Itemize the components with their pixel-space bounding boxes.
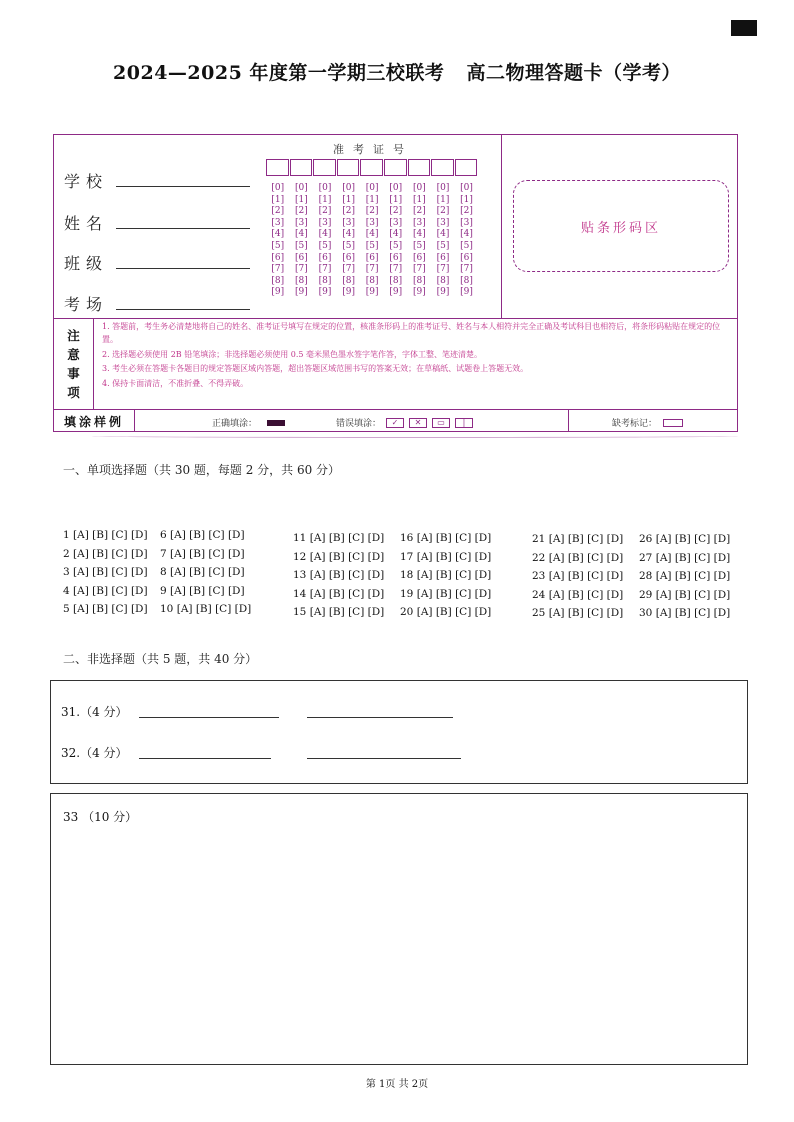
mc-question-number: 14 bbox=[293, 587, 307, 600]
digit-bubble[interactable]: [7] bbox=[460, 264, 473, 275]
digit-bubble[interactable]: [8] bbox=[412, 275, 426, 286]
bubble-row bbox=[266, 287, 478, 299]
mc-question[interactable] bbox=[400, 529, 491, 547]
notice-item: 1. 答题前，考生务必清楚地将自己的姓名、准考证号填写在规定的位置，核准条形码上的准考证号、姓名与本人相符并完全正确及考试科目也相符后，将条形码粘贴在规定的位置。 bbox=[102, 322, 721, 344]
mc-choices[interactable]: [A] [B] [C] [D] bbox=[309, 550, 385, 563]
exam-number-box[interactable] bbox=[384, 159, 407, 176]
bubble-row bbox=[266, 195, 478, 207]
mc-question-number: 9 bbox=[160, 584, 167, 597]
header-panel bbox=[53, 134, 738, 432]
mc-question-number: 28 bbox=[639, 570, 653, 582]
mc-question[interactable] bbox=[400, 548, 491, 566]
digit-bubble[interactable]: [5] bbox=[318, 240, 332, 251]
notice-heading-char: 事 bbox=[67, 366, 80, 381]
notice-heading-char: 项 bbox=[67, 385, 80, 400]
mc-choices[interactable]: [A] [B] [C] [D] bbox=[655, 551, 731, 564]
digit-bubble[interactable]: [5] bbox=[460, 240, 473, 251]
digit-bubble[interactable]: [4] bbox=[389, 229, 403, 240]
digit-bubble[interactable]: [3] bbox=[271, 217, 285, 228]
digit-bubble[interactable]: [6] bbox=[412, 252, 426, 263]
mc-question[interactable] bbox=[160, 526, 245, 544]
mc-question[interactable] bbox=[293, 585, 384, 603]
mc-choices[interactable]: [A] [B] [C] [D] bbox=[170, 547, 245, 560]
mc-question-number: 19 bbox=[400, 587, 414, 600]
digit-bubble[interactable]: [7] bbox=[295, 264, 308, 275]
digit-bubble[interactable]: [4] bbox=[295, 229, 308, 240]
mc-question-number: 2 bbox=[63, 547, 70, 560]
mc-question[interactable] bbox=[63, 600, 148, 618]
info-input-line[interactable] bbox=[116, 185, 250, 187]
digit-bubble[interactable]: [3] bbox=[318, 217, 332, 228]
absent-checkbox[interactable] bbox=[663, 419, 683, 427]
digit-bubble[interactable]: [7] bbox=[342, 264, 355, 275]
barcode-label: 贴条形码区 bbox=[580, 220, 661, 236]
mc-choices[interactable]: [A] [B] [C] [D] bbox=[655, 570, 731, 582]
mc-question-number: 26 bbox=[639, 533, 653, 545]
filled-mark-icon bbox=[267, 420, 285, 426]
mc-choices[interactable]: [A] [B] [C] [D] bbox=[548, 570, 624, 582]
digit-bubble[interactable]: [3] bbox=[436, 217, 450, 228]
mc-choices[interactable]: [A] [B] [C] [D] bbox=[309, 532, 385, 544]
notice-heading-char: 意 bbox=[67, 347, 80, 362]
notice-heading bbox=[54, 319, 94, 409]
bubble-row bbox=[266, 206, 478, 218]
sample-label: 填涂样例 bbox=[54, 410, 135, 432]
answer-box-31-32[interactable] bbox=[50, 680, 748, 784]
digit-bubble[interactable]: [0] bbox=[271, 183, 285, 193]
digit-bubble[interactable]: [9] bbox=[389, 287, 403, 298]
q31-blank-1[interactable] bbox=[139, 716, 279, 718]
mc-choices[interactable]: [A] [B] [C] [D] bbox=[548, 551, 624, 564]
digit-bubble[interactable]: [3] bbox=[460, 217, 473, 228]
mc-question[interactable] bbox=[160, 563, 245, 581]
divider bbox=[568, 410, 569, 432]
info-label: 班级 bbox=[64, 254, 109, 273]
digit-bubble[interactable]: [5] bbox=[412, 240, 426, 251]
digit-bubble[interactable]: [7] bbox=[365, 264, 379, 275]
mc-question[interactable] bbox=[639, 549, 730, 567]
info-input-line[interactable] bbox=[116, 227, 250, 229]
digit-bubble[interactable]: [9] bbox=[342, 287, 355, 298]
mc-question[interactable] bbox=[639, 530, 730, 548]
section1-heading: 一、单项选择题（共 30 题，每题 2 分，共 60 分） bbox=[63, 463, 341, 477]
digit-bubble[interactable]: [8] bbox=[436, 275, 450, 286]
mc-question-number: 5 bbox=[63, 603, 70, 615]
digit-bubble[interactable]: [6] bbox=[365, 252, 379, 263]
mc-question-number: 20 bbox=[400, 606, 414, 618]
exam-number-bubbles bbox=[266, 183, 478, 299]
mc-question[interactable] bbox=[293, 566, 384, 584]
mc-question-number: 12 bbox=[293, 550, 307, 563]
mc-question-number: 3 bbox=[63, 566, 70, 578]
exam-number-box[interactable] bbox=[431, 159, 454, 176]
bubble-row bbox=[266, 229, 478, 241]
mc-question-number: 22 bbox=[532, 551, 546, 564]
mc-question[interactable] bbox=[532, 549, 623, 567]
mc-question-number: 21 bbox=[532, 533, 546, 545]
mc-question-number: 27 bbox=[639, 551, 653, 564]
wrong-mark-icon: | bbox=[455, 418, 473, 428]
exam-number-box[interactable] bbox=[266, 159, 289, 176]
mc-choices[interactable]: [A] [B] [C] [D] bbox=[548, 607, 624, 619]
digit-bubble[interactable]: [8] bbox=[365, 275, 379, 286]
wrong-mark-icon: ✓ bbox=[386, 418, 404, 428]
digit-bubble[interactable]: [5] bbox=[271, 240, 285, 251]
exam-number-box[interactable] bbox=[408, 159, 431, 176]
digit-bubble[interactable]: [9] bbox=[365, 287, 379, 298]
mc-question[interactable] bbox=[400, 585, 491, 603]
digit-bubble[interactable]: [2] bbox=[460, 206, 473, 217]
digit-bubble[interactable]: [7] bbox=[271, 264, 285, 275]
exam-number-box[interactable] bbox=[360, 159, 383, 176]
mc-choices[interactable]: [A] [B] [C] [D] bbox=[655, 533, 731, 545]
digit-bubble[interactable]: [6] bbox=[295, 252, 308, 263]
barcode-area bbox=[513, 180, 729, 272]
mc-question-number: 4 bbox=[63, 584, 70, 597]
mc-question[interactable] bbox=[293, 529, 384, 547]
digit-bubble[interactable]: [4] bbox=[342, 229, 355, 240]
digit-bubble[interactable]: [7] bbox=[412, 264, 426, 275]
bubble-row bbox=[266, 253, 478, 265]
digit-bubble[interactable]: [9] bbox=[318, 287, 332, 298]
divider bbox=[54, 318, 737, 319]
wrong-mark-icon: ✕ bbox=[409, 418, 427, 428]
digit-bubble[interactable]: [1] bbox=[365, 194, 379, 205]
digit-bubble[interactable]: [1] bbox=[412, 194, 426, 205]
mc-question[interactable] bbox=[63, 582, 148, 600]
mc-choices[interactable]: [A] [B] [C] [D] bbox=[73, 566, 148, 578]
q32-blank-2[interactable] bbox=[307, 757, 461, 759]
mc-question[interactable] bbox=[160, 545, 245, 563]
mc-choices[interactable]: [A] [B] [C] [D] bbox=[170, 584, 245, 597]
mc-question-number: 7 bbox=[160, 547, 167, 560]
digit-bubble[interactable]: [3] bbox=[389, 217, 403, 228]
notice-item: 4. 保持卡面清洁，不准折叠、不得弄破。 bbox=[102, 379, 249, 389]
wrong-mark-icon: ▭ bbox=[432, 418, 450, 428]
digit-bubble[interactable]: [6] bbox=[436, 252, 450, 263]
mc-question-number: 24 bbox=[532, 588, 546, 601]
question-31-label: 31.（4 分） bbox=[61, 705, 128, 719]
digit-bubble[interactable]: [2] bbox=[342, 206, 355, 217]
divider bbox=[54, 409, 737, 410]
mc-question[interactable] bbox=[532, 604, 623, 622]
digit-bubble[interactable]: [0] bbox=[342, 183, 355, 193]
notice-list bbox=[102, 321, 732, 393]
digit-bubble[interactable]: [1] bbox=[271, 194, 285, 205]
divider bbox=[501, 135, 502, 318]
mc-choices[interactable]: [A] [B] [C] [D] bbox=[548, 533, 624, 545]
mc-question[interactable] bbox=[63, 563, 148, 581]
question-33-label: 33 （10 分） bbox=[63, 810, 138, 824]
notice-item: 3. 考生必须在答题卡各题目的规定答题区域内答题，超出答题区域范围书写的答案无效；在草稿纸、试题卷上答题无效。 bbox=[102, 364, 529, 374]
mc-question[interactable] bbox=[639, 586, 730, 604]
digit-bubble[interactable]: [4] bbox=[318, 229, 332, 240]
digit-bubble[interactable]: [3] bbox=[412, 217, 426, 228]
digit-bubble[interactable]: [2] bbox=[389, 206, 403, 217]
digit-bubble[interactable]: [6] bbox=[460, 252, 473, 263]
digit-bubble[interactable]: [9] bbox=[295, 287, 308, 298]
decorative-curve bbox=[92, 434, 738, 438]
mc-question[interactable] bbox=[639, 567, 730, 585]
info-input-line[interactable] bbox=[116, 267, 250, 269]
mc-choices[interactable]: [A] [B] [C] [D] bbox=[170, 529, 245, 541]
mc-choices[interactable]: [A] [B] [C] [D] bbox=[309, 569, 385, 581]
exam-number-box[interactable] bbox=[313, 159, 336, 176]
mc-choices[interactable]: [A] [B] [C] [D] bbox=[73, 584, 148, 597]
mc-question-number: 13 bbox=[293, 569, 307, 581]
digit-bubble[interactable]: [8] bbox=[342, 275, 355, 286]
mc-question[interactable] bbox=[400, 566, 491, 584]
mc-choices[interactable]: [A] [B] [C] [D] bbox=[655, 588, 731, 601]
exam-number-box[interactable] bbox=[455, 159, 478, 176]
title-main: 2024—2025 年度第一学期三校联考 bbox=[113, 62, 445, 84]
digit-bubble[interactable]: [7] bbox=[436, 264, 450, 275]
sample-correct bbox=[212, 416, 285, 429]
mc-choices[interactable]: [A] [B] [C] [D] bbox=[416, 532, 492, 544]
exam-number-box[interactable] bbox=[337, 159, 360, 176]
mc-question[interactable] bbox=[639, 604, 730, 622]
page-footer: 第 1页 共 2页 bbox=[365, 1079, 429, 1090]
digit-bubble[interactable]: [6] bbox=[318, 252, 332, 263]
digit-bubble[interactable]: [1] bbox=[342, 194, 355, 205]
mc-question-number: 23 bbox=[532, 570, 546, 582]
bubble-row bbox=[266, 264, 478, 276]
sample-correct-label: 正确填涂： bbox=[212, 419, 258, 429]
digit-bubble[interactable]: [2] bbox=[295, 206, 308, 217]
section2-heading: 二、非选择题（共 5 题，共 40 分） bbox=[63, 652, 258, 666]
mc-question-number: 16 bbox=[400, 532, 414, 544]
mc-choices[interactable]: [A] [B] [C] [D] bbox=[73, 529, 148, 541]
digit-bubble[interactable]: [1] bbox=[389, 194, 403, 205]
mc-question-number: 29 bbox=[639, 588, 653, 601]
digit-bubble[interactable]: [0] bbox=[295, 183, 308, 193]
info-label: 姓名 bbox=[64, 214, 109, 233]
digit-bubble[interactable]: [3] bbox=[342, 217, 355, 228]
q31-blank-2[interactable] bbox=[307, 716, 453, 718]
digit-bubble[interactable]: [6] bbox=[342, 252, 355, 263]
answer-box-33[interactable] bbox=[50, 793, 748, 1065]
digit-bubble[interactable]: [0] bbox=[412, 183, 426, 193]
exam-number-title: 准考证号 bbox=[333, 143, 413, 156]
mc-question[interactable] bbox=[160, 582, 245, 600]
mc-question-number: 15 bbox=[293, 606, 307, 618]
digit-bubble[interactable]: [8] bbox=[389, 275, 403, 286]
digit-bubble[interactable]: [5] bbox=[342, 240, 355, 251]
info-label: 考场 bbox=[64, 295, 109, 314]
notice-heading-char: 注 bbox=[67, 328, 80, 343]
digit-bubble[interactable]: [1] bbox=[318, 194, 332, 205]
digit-bubble[interactable]: [0] bbox=[436, 183, 450, 193]
digit-bubble[interactable]: [3] bbox=[295, 217, 308, 228]
mc-choices[interactable]: [A] [B] [C] [D] bbox=[73, 547, 148, 560]
sample-absent bbox=[612, 416, 683, 429]
digit-bubble[interactable]: [2] bbox=[365, 206, 379, 217]
sample-wrong bbox=[336, 416, 473, 429]
mc-question[interactable] bbox=[400, 603, 491, 621]
mc-choices[interactable]: [A] [B] [C] [D] bbox=[309, 587, 385, 600]
digit-bubble[interactable]: [3] bbox=[365, 217, 379, 228]
digit-bubble[interactable]: [9] bbox=[271, 287, 285, 298]
digit-bubble[interactable]: [9] bbox=[412, 287, 426, 298]
mc-question-number: 6 bbox=[160, 529, 167, 541]
question-32-label: 32.（4 分） bbox=[61, 746, 128, 760]
mc-question[interactable] bbox=[532, 586, 623, 604]
sample-wrong-label: 错误填涂： bbox=[336, 419, 382, 429]
mc-choices[interactable]: [A] [B] [C] [D] bbox=[416, 606, 492, 618]
exam-number-boxes bbox=[266, 159, 478, 176]
digit-bubble[interactable]: [7] bbox=[318, 264, 332, 275]
digit-bubble[interactable]: [4] bbox=[460, 229, 473, 240]
digit-bubble[interactable]: [1] bbox=[436, 194, 450, 205]
digit-bubble[interactable]: [8] bbox=[318, 275, 332, 286]
bubble-row bbox=[266, 276, 478, 288]
mc-question[interactable] bbox=[532, 530, 623, 548]
mc-question-number: 30 bbox=[639, 607, 653, 619]
page-title bbox=[0, 58, 794, 85]
digit-bubble[interactable]: [4] bbox=[271, 229, 285, 240]
exam-number-box[interactable] bbox=[290, 159, 313, 176]
digit-bubble[interactable]: [0] bbox=[318, 183, 332, 193]
digit-bubble[interactable]: [4] bbox=[412, 229, 426, 240]
mc-question-number: 1 bbox=[63, 529, 70, 541]
mc-question[interactable] bbox=[532, 567, 623, 585]
digit-bubble[interactable]: [1] bbox=[460, 194, 473, 205]
digit-bubble[interactable]: [1] bbox=[295, 194, 308, 205]
mc-choices[interactable]: [A] [B] [C] [D] bbox=[170, 566, 245, 578]
digit-bubble[interactable]: [5] bbox=[295, 240, 308, 251]
info-input-line[interactable] bbox=[116, 308, 250, 310]
mc-choices[interactable]: [A] [B] [C] [D] bbox=[548, 588, 624, 601]
info-label: 学校 bbox=[64, 172, 109, 191]
mc-choices[interactable]: [A] [B] [C] [D] bbox=[73, 603, 148, 615]
digit-bubble[interactable]: [6] bbox=[389, 252, 403, 263]
absent-label: 缺考标记： bbox=[612, 419, 658, 429]
digit-bubble[interactable]: [4] bbox=[436, 229, 450, 240]
mc-question-number: 10 bbox=[160, 603, 174, 615]
mc-choices[interactable]: [A] [B] [C] [D] bbox=[655, 607, 731, 619]
digit-bubble[interactable]: [6] bbox=[271, 252, 285, 263]
mc-question-number: 18 bbox=[400, 569, 414, 581]
title-sub: 高二物理答题卡（学考） bbox=[466, 62, 681, 84]
mc-question[interactable] bbox=[293, 548, 384, 566]
mc-choices[interactable]: [A] [B] [C] [D] bbox=[416, 569, 492, 581]
mc-choices[interactable]: [A] [B] [C] [D] bbox=[176, 603, 252, 615]
digit-bubble[interactable]: [9] bbox=[436, 287, 450, 298]
digit-bubble[interactable]: [9] bbox=[460, 287, 473, 298]
notice-item: 2. 选择题必须使用 2B 铅笔填涂；非选择题必须使用 0.5 毫米黑色墨水签字笔作答，字体工整、笔迹清楚。 bbox=[102, 349, 483, 359]
mc-choices[interactable]: [A] [B] [C] [D] bbox=[416, 550, 492, 563]
mc-question[interactable] bbox=[160, 600, 251, 618]
digit-bubble[interactable]: [0] bbox=[460, 183, 473, 193]
mc-question[interactable] bbox=[293, 603, 384, 621]
mc-question-number: 25 bbox=[532, 607, 546, 619]
mc-choices[interactable]: [A] [B] [C] [D] bbox=[416, 587, 492, 600]
digit-bubble[interactable]: [2] bbox=[318, 206, 332, 217]
bubble-row bbox=[266, 241, 478, 253]
digit-bubble[interactable]: [5] bbox=[436, 240, 450, 251]
q32-blank-1[interactable] bbox=[139, 757, 271, 759]
digit-bubble[interactable]: [8] bbox=[295, 275, 308, 286]
digit-bubble[interactable]: [0] bbox=[365, 183, 379, 193]
bubble-row bbox=[266, 183, 478, 195]
digit-bubble[interactable]: [2] bbox=[436, 206, 450, 217]
corner-alignment-mark bbox=[731, 20, 757, 36]
mc-question-number: 17 bbox=[400, 550, 414, 563]
digit-bubble[interactable]: [4] bbox=[365, 229, 379, 240]
digit-bubble[interactable]: [0] bbox=[389, 183, 403, 193]
digit-bubble[interactable]: [8] bbox=[460, 275, 473, 286]
mc-choices[interactable]: [A] [B] [C] [D] bbox=[309, 606, 385, 618]
bubble-row bbox=[266, 218, 478, 230]
mc-question[interactable] bbox=[63, 545, 148, 563]
digit-bubble[interactable]: [2] bbox=[271, 206, 285, 217]
digit-bubble[interactable]: [5] bbox=[365, 240, 379, 251]
digit-bubble[interactable]: [2] bbox=[412, 206, 426, 217]
mc-question-number: 11 bbox=[293, 532, 307, 544]
mc-question[interactable] bbox=[63, 526, 148, 544]
digit-bubble[interactable]: [8] bbox=[271, 275, 285, 286]
mc-question-number: 8 bbox=[160, 566, 167, 578]
digit-bubble[interactable]: [7] bbox=[389, 264, 403, 275]
digit-bubble[interactable]: [5] bbox=[389, 240, 403, 251]
